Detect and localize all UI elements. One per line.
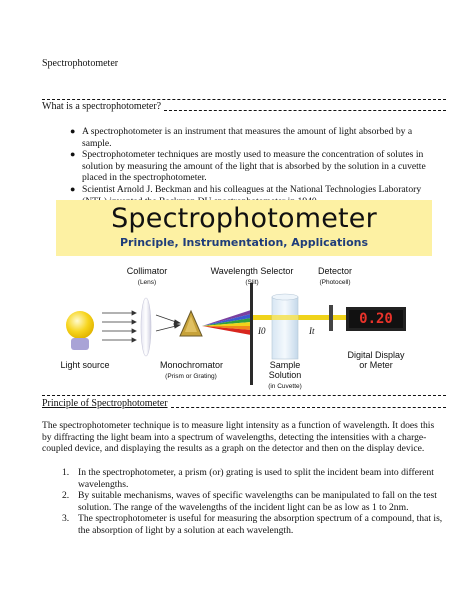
wavelength-selector-slit-icon bbox=[250, 283, 253, 385]
display-readout: 0.20 bbox=[359, 311, 393, 327]
title-banner bbox=[56, 200, 432, 256]
banner-subtitle: Principle, Instrumentation, Applications bbox=[119, 236, 369, 249]
section-heading-principle-text: Principle of Spectrophotometer bbox=[42, 398, 168, 409]
collimator-lens-icon bbox=[141, 298, 151, 356]
section-heading-principle bbox=[42, 398, 446, 410]
monochromator-label: Monochromator bbox=[160, 360, 224, 370]
bullet-dot-icon: ● bbox=[70, 183, 76, 194]
collimator-label: Collimator bbox=[126, 266, 168, 276]
wavelength-selector-label: Wavelength Selector bbox=[210, 266, 294, 276]
light-source-icon bbox=[66, 311, 94, 350]
wavelength-selector-sublabel: (Slit) bbox=[245, 279, 259, 286]
bullet-item-2: ● Spectrophotometer techniques are mostly used to measure the concentration of solutes in solution by measuring the amount of the light that is absorbed by the solution in a cuvette placed in the spectrophotometer. bbox=[70, 149, 426, 184]
bullet-dot-icon: ● bbox=[70, 126, 76, 136]
detector-sublabel: (Photocell) bbox=[319, 279, 351, 286]
detector-photocell-icon bbox=[329, 305, 333, 331]
bullet-list bbox=[64, 126, 444, 207]
sample-label-line1: Sample bbox=[269, 360, 301, 370]
principle-paragraph: The spectrophotometer technique is to measure light intensity as a function of wavelength. It does this by diffracting the light beam into a spectrum of wavelengths, detecting the intensities with a charge-coupled device, and displaying the results as a graph on the detector and then on the display device. bbox=[42, 420, 435, 455]
numbered-item-3: 3. The spectrophotometer is useful for measuring the absorption spectrum of a compound, that is, the absorption of light by a solution at each wavelength. bbox=[62, 513, 443, 536]
divider-rule-2 bbox=[42, 395, 446, 396]
spectrophotometer-diagram bbox=[56, 260, 432, 395]
section-heading-what-is bbox=[42, 101, 446, 113]
heading-dashes bbox=[171, 407, 446, 408]
prism-icon bbox=[180, 311, 202, 336]
bullet-item-1: ● A spectrophotometer is an instrument that measures the amount of light absorbed by a sample. bbox=[70, 126, 413, 149]
it-label: It bbox=[309, 326, 315, 336]
section-heading-what-is-text: What is a spectrophotometer? bbox=[42, 101, 162, 112]
divider-rule-1 bbox=[42, 99, 446, 100]
collimator-sublabel: (Lens) bbox=[137, 279, 157, 286]
heading-dashes bbox=[164, 110, 446, 111]
numbered-list bbox=[62, 467, 446, 537]
document-title: Spectrophotometer bbox=[42, 58, 119, 69]
banner-title: Spectrophotometer bbox=[111, 203, 377, 234]
bullet-item-3: ● Scientist Arnold J. Beckman and his colleagues at the National Technologies Laboratory bbox=[70, 183, 422, 195]
i0-label: I0 bbox=[258, 326, 266, 336]
spectrum-beam bbox=[202, 310, 251, 335]
sample-sublabel: (in Cuvette) bbox=[268, 383, 302, 390]
numbered-item-1: 1. In the spectrophotometer, a prism (or) grating is used to split the incident beam into different wavelengths. bbox=[62, 467, 434, 490]
cuvette-icon bbox=[272, 294, 298, 359]
display-label-line1: Digital Display bbox=[347, 350, 405, 360]
monochromator-sublabel: (Prism or Grating) bbox=[165, 373, 217, 380]
display-label-line2: or Meter bbox=[359, 360, 393, 370]
bullet-dot-icon: ● bbox=[70, 149, 76, 160]
light-source-label: Light source bbox=[60, 360, 110, 370]
numbered-item-2: 2. By suitable mechanisms, waves of specific wavelengths can be manipulated to fall on the test solution. The range of the wavelengths of the incident light can be as low as 1 to 2nm. bbox=[62, 490, 437, 513]
detector-label: Detector bbox=[317, 266, 352, 276]
sample-label-line2: Solution bbox=[268, 370, 302, 380]
